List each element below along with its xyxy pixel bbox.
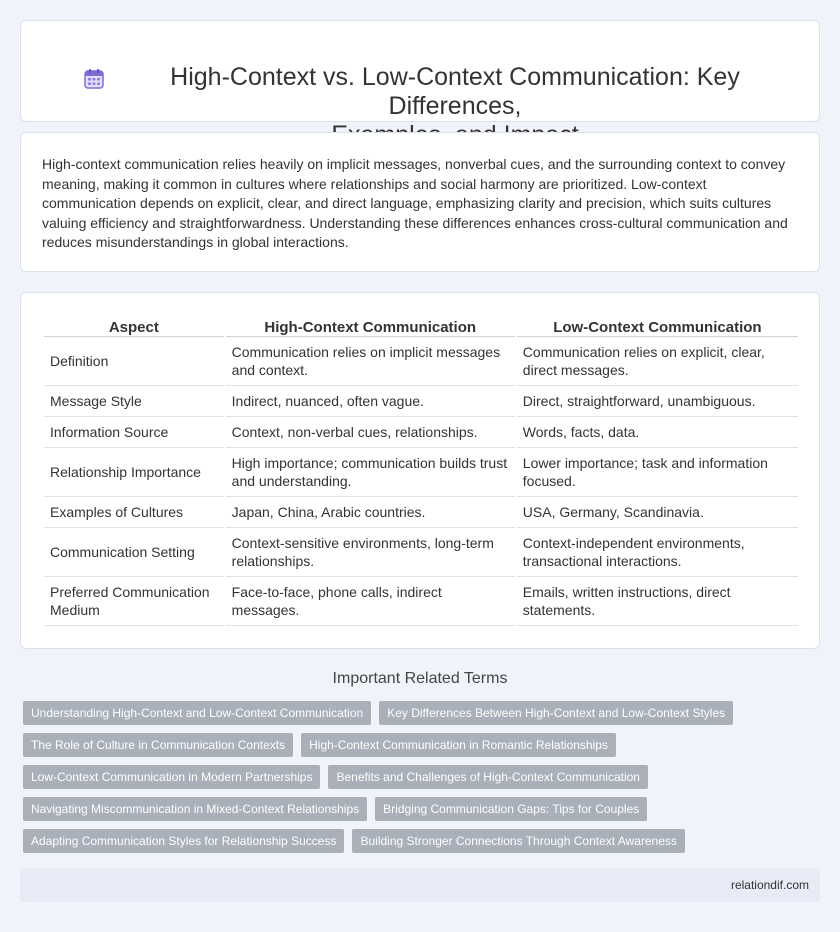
related-term-link[interactable]: Understanding High-Context and Low-Context Communication bbox=[23, 701, 371, 725]
aspect-cell: Communication Setting bbox=[44, 528, 224, 577]
related-terms-heading: Important Related Terms bbox=[332, 670, 508, 687]
aspect-cell: Definition bbox=[44, 337, 224, 386]
low-context-cell: Context-independent environments, transactional interactions. bbox=[517, 528, 798, 577]
comparison-table bbox=[42, 315, 800, 626]
table-header-row bbox=[44, 315, 798, 337]
aspect-cell: Relationship Importance bbox=[44, 448, 224, 497]
footer-bar bbox=[20, 868, 820, 902]
high-context-cell: Japan, China, Arabic countries. bbox=[226, 497, 515, 528]
table-row bbox=[44, 386, 798, 417]
header-aspect: Aspect bbox=[44, 315, 224, 337]
table-row bbox=[44, 497, 798, 528]
low-context-cell: Communication relies on explicit, clear, direct messages. bbox=[517, 337, 798, 386]
aspect-cell: Examples of Cultures bbox=[44, 497, 224, 528]
related-term-link[interactable]: The Role of Culture in Communication Contexts bbox=[23, 733, 293, 757]
related-term-link[interactable]: Bridging Communication Gaps: Tips for Couples bbox=[375, 797, 647, 821]
related-term-link[interactable]: Benefits and Challenges of High-Context Communication bbox=[328, 765, 648, 789]
high-context-cell: Face-to-face, phone calls, indirect messages. bbox=[226, 577, 515, 626]
related-term-link[interactable]: Navigating Miscommunication in Mixed-Context Relationships bbox=[23, 797, 367, 821]
table-row bbox=[44, 528, 798, 577]
high-context-cell: Context-sensitive environments, long-term relationships. bbox=[226, 528, 515, 577]
related-term-link[interactable]: Building Stronger Connections Through Context Awareness bbox=[352, 829, 684, 853]
high-context-cell: High importance; communication builds trust and understanding. bbox=[226, 448, 515, 497]
related-term-link[interactable]: Adapting Communication Styles for Relationship Success bbox=[23, 829, 344, 853]
page-title-line-1: High-Context vs. Low-Context Communication: Key Differences, bbox=[170, 63, 740, 120]
footer-site-link[interactable]: relationdif.com bbox=[730, 878, 809, 892]
table-row bbox=[44, 448, 798, 497]
low-context-cell: Emails, written instructions, direct statements. bbox=[517, 577, 798, 626]
intro-paragraph: High-context communication relies heavily on implicit messages, nonverbal cues, and the surrounding context to convey meaning, making it common in cultures where relationships and social harmony are prioritized. Low-context communication depends on explicit, clear, and direct language, emphasizing clarity and precision, which suits cultures valuing efficiency and straightforwardness. Understanding these differences enhances cross-cultural communication and reduces misunderstandings in global interactions. bbox=[42, 156, 788, 250]
table-row bbox=[44, 577, 798, 626]
related-term-link[interactable]: Key Differences Between High-Context and Low-Context Styles bbox=[379, 701, 733, 725]
related-term-link[interactable]: Low-Context Communication in Modern Partnerships bbox=[23, 765, 320, 789]
low-context-cell: Direct, straightforward, unambiguous. bbox=[517, 386, 798, 417]
aspect-cell: Preferred Communication Medium bbox=[44, 577, 224, 626]
aspect-cell: Information Source bbox=[44, 417, 224, 448]
comparison-table-card bbox=[20, 292, 820, 649]
high-context-cell: Context, non-verbal cues, relationships. bbox=[226, 417, 515, 448]
calendar-icon bbox=[83, 68, 105, 90]
aspect-cell: Message Style bbox=[44, 386, 224, 417]
low-context-cell: USA, Germany, Scandinavia. bbox=[517, 497, 798, 528]
high-context-cell: Communication relies on implicit messages and context. bbox=[226, 337, 515, 386]
related-terms-list bbox=[23, 701, 803, 861]
title-card bbox=[20, 20, 820, 122]
high-context-cell: Indirect, nuanced, often vague. bbox=[226, 386, 515, 417]
header-high-context: High-Context Communication bbox=[226, 315, 515, 337]
table-row bbox=[44, 337, 798, 386]
intro-card bbox=[20, 132, 820, 272]
header-low-context: Low-Context Communication bbox=[517, 315, 798, 337]
low-context-cell: Words, facts, data. bbox=[517, 417, 798, 448]
low-context-cell: Lower importance; task and information focused. bbox=[517, 448, 798, 497]
related-term-link[interactable]: High-Context Communication in Romantic Relationships bbox=[301, 733, 616, 757]
table-row bbox=[44, 417, 798, 448]
